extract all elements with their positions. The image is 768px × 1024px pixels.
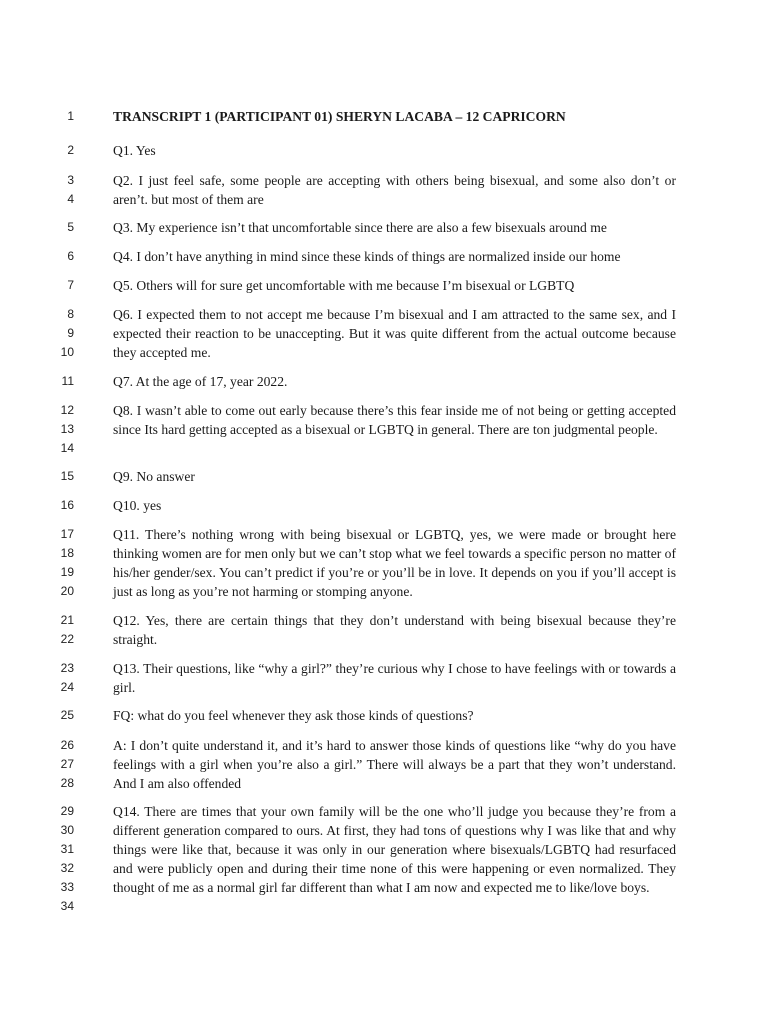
line-numbers (44, 525, 74, 601)
line-number: 32 (60, 861, 74, 875)
line-number: 4 (67, 192, 74, 206)
line-number: 14 (60, 441, 74, 455)
line-number: 18 (60, 546, 74, 560)
line-number: 19 (60, 565, 74, 579)
line-numbers (44, 611, 74, 649)
paragraph-text: A: I don’t quite understand it, and it’s hard to answer those kinds of questions like “why do you have feelings with a girl when you’re also a girl.” There will always be a part that they won’t understand. And I am also offended (113, 738, 676, 791)
line-number: 11 (61, 374, 74, 388)
line-number: 20 (60, 584, 74, 598)
line-numbers (44, 107, 74, 126)
line-number: 16 (60, 498, 74, 512)
paragraph-text: Q8. I wasn’t able to come out early because there’s this fear inside me of not being or getting accepted since Its hard getting accepted as a bisexual or LGBTQ in general. There are ton judgmental people. (113, 403, 676, 437)
line-numbers (44, 218, 74, 237)
line-number: 9 (67, 326, 74, 340)
paragraph-text: Q4. I don’t have anything in mind since these kinds of things are normalized inside our home (113, 249, 621, 264)
line-number: 21 (60, 613, 74, 627)
line-number: 15 (60, 469, 74, 483)
line-number: 17 (60, 527, 74, 541)
line-numbers (44, 802, 74, 916)
line-numbers (44, 659, 74, 697)
paragraph-text: Q3. My experience isn’t that uncomfortable since there are also a few bisexuals around me (113, 220, 607, 235)
line-number: 7 (67, 278, 74, 292)
line-numbers (44, 496, 74, 515)
line-numbers (44, 736, 74, 793)
paragraph-text: Q1. Yes (113, 143, 156, 158)
line-number: 23 (60, 661, 74, 675)
line-number: 27 (60, 757, 74, 771)
line-numbers (44, 141, 74, 160)
paragraph-text: Q13. Their questions, like “why a girl?” they’re curious why I chose to have feelings with or towards a girl. (113, 661, 676, 695)
line-number: 6 (67, 249, 74, 263)
line-numbers (44, 276, 74, 295)
line-number: 34 (60, 899, 74, 913)
paragraph-text: Q7. At the age of 17, year 2022. (113, 374, 288, 389)
line-numbers (44, 247, 74, 266)
line-number: 28 (60, 776, 74, 790)
paragraph-text: Q14. There are times that your own family will be the one who’ll judge you because they’re from a different generation compared to ours. At first, they had tons of questions why I was like that and why things were like that, because it was only in our generation where bisexuals/LGBTQ had resurfaced and were publicly open and during their time none of this were happening or even normalized. They thought of me as a normal girl far different than what I am now and expected me to like/love boys. (113, 804, 676, 895)
line-number: 29 (60, 804, 74, 818)
line-number: 25 (60, 708, 74, 722)
line-number: 12 (60, 403, 74, 417)
line-number: 30 (60, 823, 74, 837)
line-number: 13 (60, 422, 74, 436)
line-number: 10 (60, 345, 74, 359)
line-numbers (44, 372, 74, 391)
line-number: 2 (67, 143, 74, 157)
line-numbers (44, 305, 74, 362)
line-numbers (44, 706, 74, 725)
paragraph-text: Q9. No answer (113, 469, 195, 484)
line-numbers (44, 171, 74, 209)
line-number: 1 (67, 109, 74, 123)
paragraph-text: Q11. There’s nothing wrong with being bisexual or LGBTQ, yes, we were made or brought here thinking women are for men only but we can’t stop what we feel towards a specific person no matter of his/her gender/sex. You can’t predict if you’re or you’ll be in love. It depends on you if you’ll accept is just as long as you’re not harming or stomping anyone. (113, 527, 676, 599)
line-number: 8 (67, 307, 74, 321)
line-number: 26 (60, 738, 74, 752)
title-text: TRANSCRIPT 1 (PARTICIPANT 01) SHERYN LACABA – 12 CAPRICORN (113, 109, 566, 124)
line-numbers (44, 401, 74, 458)
line-number: 24 (60, 680, 74, 694)
paragraph-text: Q5. Others will for sure get uncomfortable with me because I’m bisexual or LGBTQ (113, 278, 575, 293)
paragraph-text: FQ: what do you feel whenever they ask those kinds of questions? (113, 708, 474, 723)
line-numbers (44, 467, 74, 486)
line-number: 22 (60, 632, 74, 646)
paragraph-text: Q10. yes (113, 498, 162, 513)
line-number: 3 (67, 173, 74, 187)
line-number: 5 (67, 220, 74, 234)
line-number: 31 (60, 842, 74, 856)
line-number: 33 (60, 880, 74, 894)
paragraph-text: Q2. I just feel safe, some people are accepting with others being bisexual, and some also don’t or aren’t. but most of them are (113, 173, 676, 207)
paragraph-text: Q12. Yes, there are certain things that they don’t understand with being bisexual because they’re straight. (113, 613, 676, 647)
paragraph-text: Q6. I expected them to not accept me because I’m bisexual and I am attracted to the same sex, and I expected their reaction to be unaccepting. But it was quite different from the actual outcome because they accepted me. (113, 307, 676, 360)
